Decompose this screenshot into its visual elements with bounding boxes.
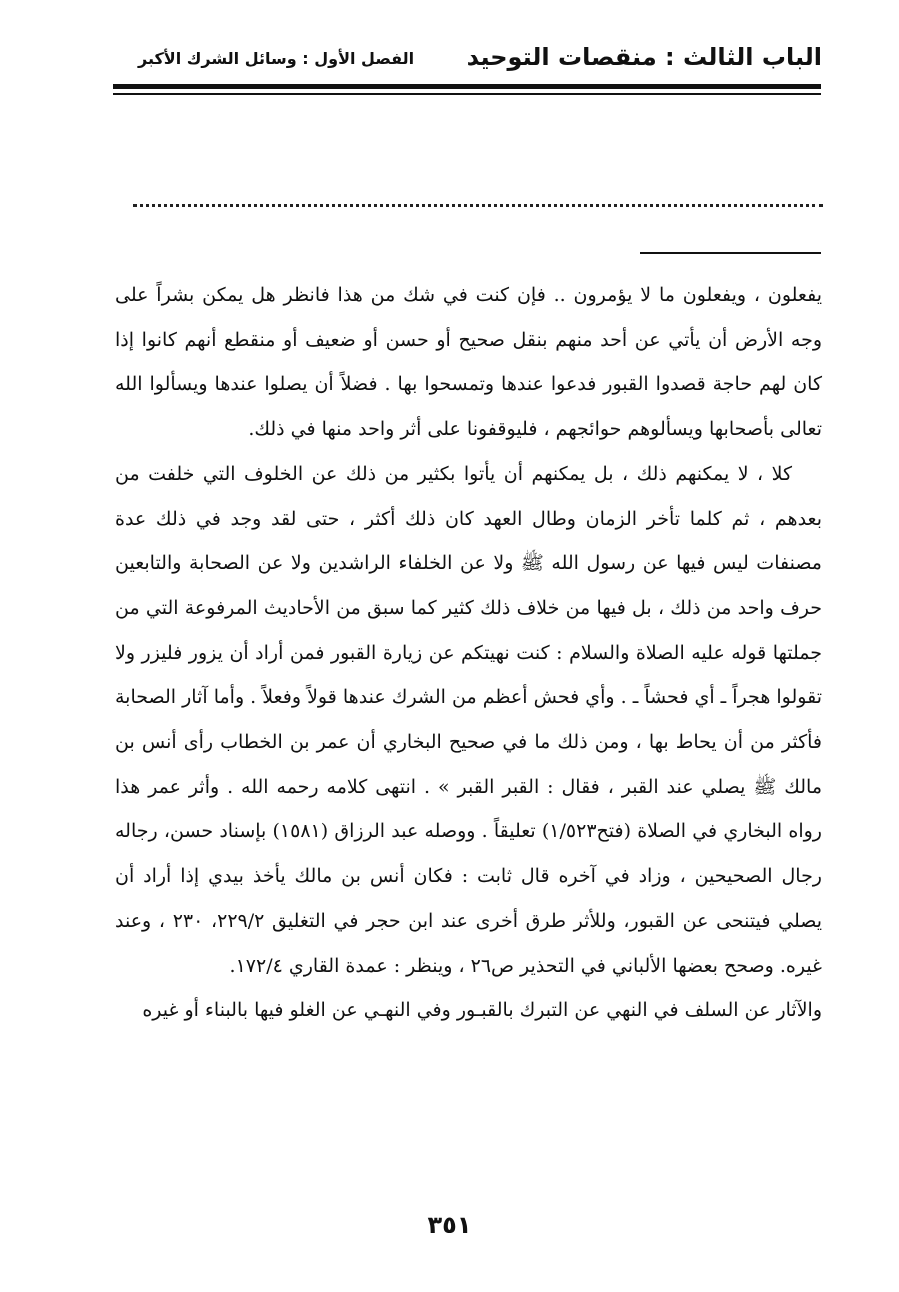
body-text	[115, 273, 822, 1033]
header-rule-thin	[113, 93, 821, 95]
paragraph-2: كلا ، لا يمكنهم ذلك ، بل يمكنهم أن يأتوا بكثير من ذلك عن الخلوف التي خلفت من بعدهم ، ثم كلما تأخر الزمان وطال العهد كان ذلك أكثر ، حتى لقد وجد في ذلك عدة مصنفات ليس فيها عن رسول الله ﷺ ولا عن الخلفاء الراشدين ولا عن الصحابة والتابعين حرف واحد من ذلك ، بل فيها من خلاف ذلك كثير كما سبق من الأحاديث المرفوعة التي من جملتها قوله عليه الصلاة والسلام : كنت نهيتكم عن زيارة القبور فمن أراد أن يزور فليزر ولا تقولوا هجراً ـ أي فحشاً ـ . وأي فحش أعظم من الشرك عندها قولاً وفعلاً . وأما آثار الصحابة فأكثر من أن يحاط بها ، ومن ذلك ما في صحيح البخاري أن عمر بن الخطاب رأى أنس بن مالك ﷺ يصلي عند القبر ، فقال : القبر القبر » . انتهى كلامه رحمه الله . وأثر عمر هذا رواه البخاري في الصلاة (فتح١/٥٢٣) تعليقاً . ووصله عبد الرزاق (١٥٨١) بإسناد حسن، رجاله رجال الصحيحين ، وزاد في آخره قال ثابت : فكان أنس بن مالك يأخذ بيدي إذا أراد أن يصلي فيتنحى عن القبور، وللأثر طرق أخرى عند ابن حجر في التغليق ٢٢٩/٢، ٢٣٠ ، وعند غيره. وصحح بعضها الألباني في التحذير ص٢٦ ، وينظر : عمدة القاري ١٧٢/٤.	[115, 462, 823, 977]
dotted-separator	[133, 204, 823, 207]
footnote-rule	[640, 252, 821, 254]
section-title: الفصل الأول : وسائل الشرك الأكبر	[138, 49, 415, 68]
paragraph-3: والآثار عن السلف في النهي عن التبرك بالقبـور وفي النهـي عن الغلو فيها بالبناء أو غيره	[142, 999, 822, 1022]
chapter-title: الباب الثالث : منقصات التوحيد	[466, 43, 822, 71]
paragraph-1: يفعلون ، ويفعلون ما لا يؤمرون .. فإن كنت في شك من هذا فانظر هل يمكن بشراً على وجه الأرض أن يأتي عن أحد منهم بنقل صحيح أو حسن أو ضعيف أو منقطع أنهم كانوا إذا كان لهم حاجة قصدوا القبور فدعوا عندها وتمسحوا بها . فضلاً أن يصلوا عندها ويسألوا الله تعالى بأصحابها ويسألوهم حوائجهم ، فليوقفونا على أثر واحد منها في ذلك.	[115, 284, 822, 441]
header-rule-thick	[113, 84, 821, 89]
page-header	[110, 38, 822, 78]
page-number: ٣٥١	[427, 1211, 472, 1239]
